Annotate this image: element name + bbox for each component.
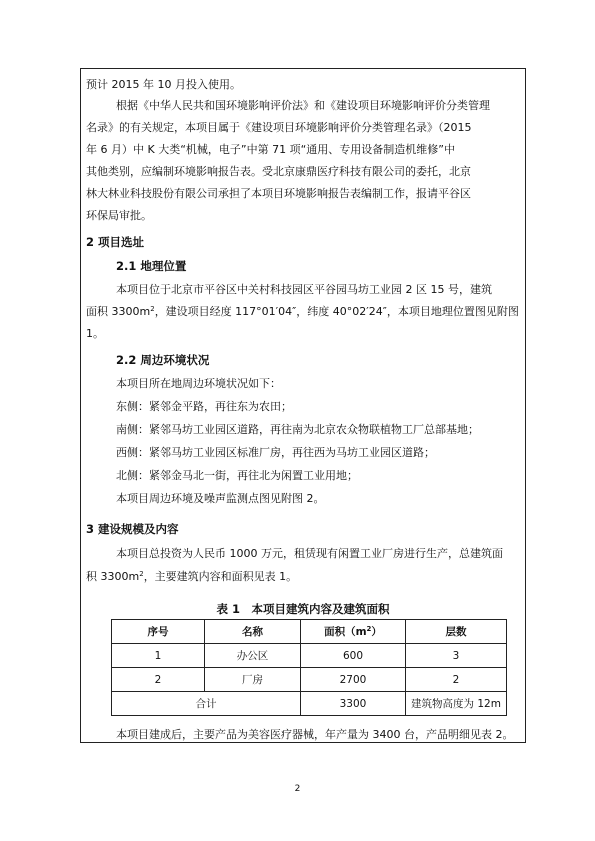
text-line: 本项目周边环境及噪声监测点图见附图 2。 [116,492,325,505]
header-name: 名称 [205,620,301,644]
cell-area: 600 [301,644,406,668]
west-side-text: 西侧：紧邻马坊工业园区标准厂房，再往西为马坊工业园区道路； [116,446,435,459]
cell-no: 1 [112,644,205,668]
table-header-row [112,620,507,644]
section-heading: 2 项目选址 [86,235,145,249]
header-no: 序号 [112,620,205,644]
text-line: 环保局审批。 [86,209,152,222]
cell-total-note: 建筑物高度为 12m [406,692,507,716]
cell-total-label: 合计 [112,692,301,716]
text-line: 1。 [86,327,104,340]
north-side-text: 北侧：紧邻金马北一街，再往北为闲置工业用地； [116,469,358,482]
table-caption: 表 1 本项目建筑内容及建筑面积 [216,602,390,616]
text-line: 本项目位于北京市平谷区中关村科技园区平谷园马坊工业园 2 区 15 号，建筑 [116,283,492,296]
cell-name: 厂房 [205,668,301,692]
text-line: 本项目建成后，主要产品为美容医疗器械，年产量为 3400 台，产品明细见表 2。 [116,728,514,741]
cell-name: 办公区 [205,644,301,668]
table-total-row [112,692,507,716]
text-line: 本项目所在地周边环境状况如下： [116,377,281,390]
text-line: 根据《中华人民共和国环境影响评价法》和《建设项目环境影响评价分类管理 [116,99,490,112]
text-line: 其他类别，应编制环境影响报告表。受北京康鼎医疗科技有限公司的委托，北京 [86,165,471,178]
cell-no: 2 [112,668,205,692]
section-heading: 3 建设规模及内容 [86,522,179,536]
building-table [111,619,507,716]
subsection-heading: 2.2 周边环境状况 [116,353,210,367]
east-side-text: 东侧：紧邻金平路，再往东为农田； [116,400,292,413]
cell-total-area: 3300 [301,692,406,716]
cell-floors: 3 [406,644,507,668]
text-line: 林大林业科技股份有限公司承担了本项目环境影响报告表编制工作，报请平谷区 [86,187,471,200]
text-line: 年 6 月）中 K 大类“机械，电子”中第 71 项“通用、专用设备制造机维修”中 [86,143,455,156]
header-floors: 层数 [406,620,507,644]
table-row [112,668,507,692]
text-line: 本项目总投资为人民币 1000 万元，租赁现有闲置工业厂房进行生产，总建筑面 [116,547,503,560]
text-line: 面积 $3300m^2$，建设项目经度 117°01′04″，纬度 40°02′24″，本项目地理位置图见附图 [86,305,519,318]
text-line: 名录》的有关规定，本项目属于《建设项目环境影响评价分类管理名录》（2015 [86,121,472,134]
table-row [112,644,507,668]
header-area: 面积$(m^2)$ [301,620,406,644]
subsection-heading: 2.1 地理位置 [116,259,187,273]
cell-area: 2700 [301,668,406,692]
page-number: 2 [294,784,301,794]
text-line: 积 $3300m^2$，主要建筑内容和面积见表 1。 [86,570,298,583]
text-line: 预计 2015 年 10 月投入使用。 [86,78,241,91]
cell-floors: 2 [406,668,507,692]
south-side-text: 南侧：紧邻马坊工业园区道路，再往南为北京农众物联植物工厂总部基地； [116,423,479,436]
